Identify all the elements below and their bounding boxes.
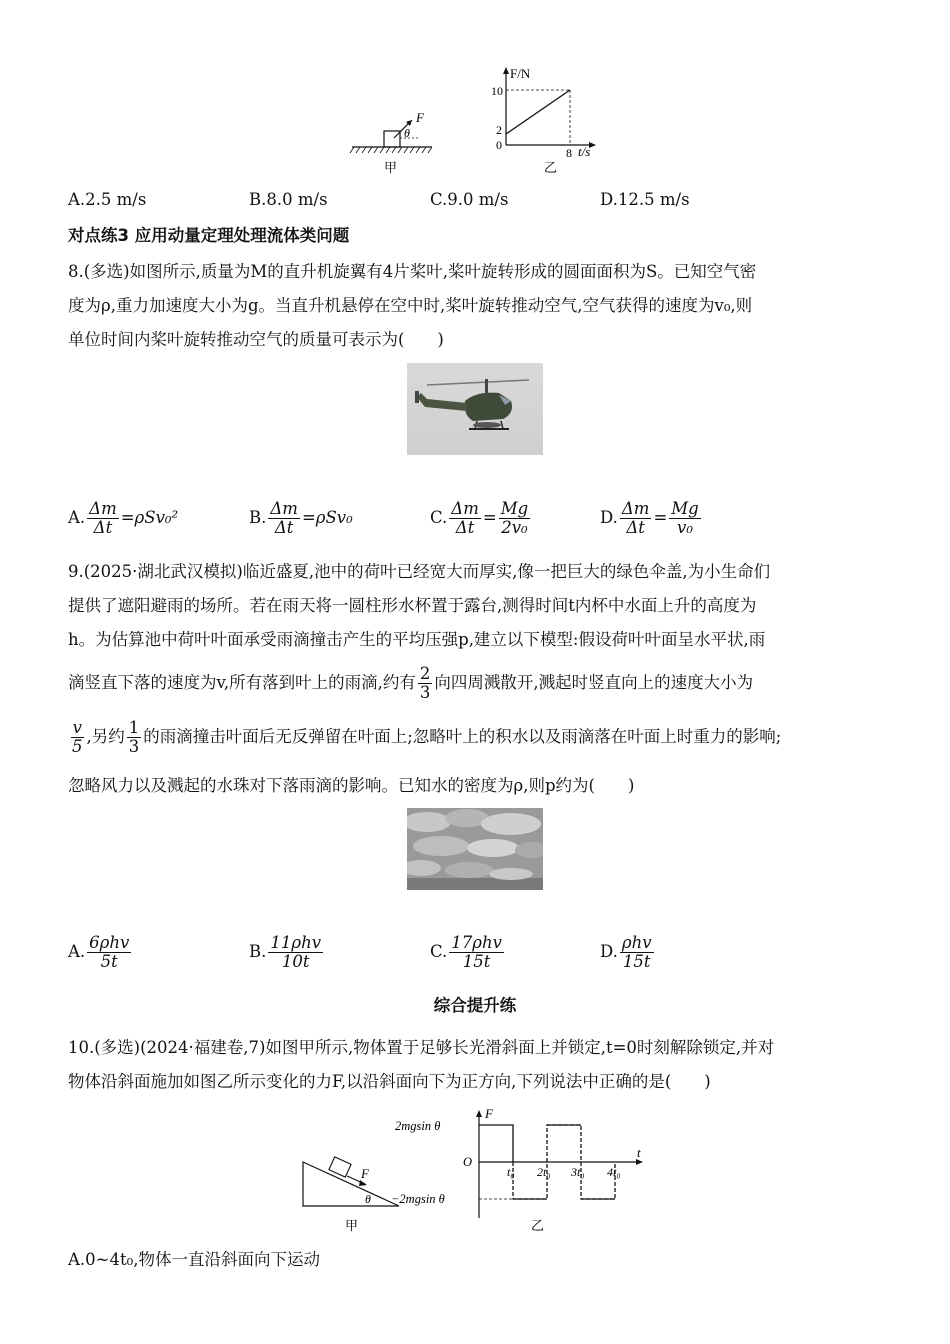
option-label: B. [249, 508, 267, 527]
q7-option-b[interactable] [249, 190, 328, 209]
fraction [449, 500, 481, 537]
option-rhs: =ρSv₀ [301, 508, 353, 527]
q7-jia-theta-label: θ [404, 126, 410, 140]
fraction-den: 3 [128, 737, 140, 756]
text-run: 向四周溅散开,溅起时竖直向上的速度大小为 [434, 673, 754, 692]
q8-option-d[interactable]: D. $\frac{\Delta m}{\Delta t}$ = $\frac{Mg}{\text{v₀}}$ [600, 499, 699, 537]
fraction [268, 934, 323, 971]
fraction-den: 3 [419, 683, 431, 702]
q7-option-a[interactable] [68, 190, 146, 209]
q9-stem-line-5 [68, 718, 781, 756]
q8-option-b[interactable] [249, 500, 353, 537]
q10-wave-seg-1 [479, 1125, 513, 1162]
q9-option-d[interactable] [600, 934, 656, 971]
q9-stem-line-6: 忽略风力以及溅起的水珠对下落雨滴的影响。已知水的密度为ρ,则p约为( ) [68, 776, 635, 795]
fraction-v-over-5 [70, 719, 85, 756]
q10-tick-3t0: 3t₀ [571, 1165, 585, 1179]
q7-option-d[interactable] [600, 190, 690, 209]
q10-option-a[interactable]: A.0~4t₀,物体一直沿斜面向下运动 [68, 1250, 320, 1269]
option-label: A. [68, 190, 86, 209]
fraction [449, 934, 504, 971]
q7-yi-caption: 乙 [544, 160, 558, 175]
option-label: D. [600, 190, 618, 209]
option-label: A. [68, 942, 86, 961]
option-label: D. [600, 942, 618, 961]
q10-jia-theta-label: θ [365, 1192, 371, 1206]
q7-ytick-2: 2 [496, 123, 502, 137]
option-label: D. [600, 508, 618, 527]
q7-fig-jia [350, 110, 432, 175]
q10-stem-line-1: 10.(多选)(2024·福建卷,7)如图甲所示,物体置于足够长光滑斜面上并锁定,t=0时刻解除锁定,并对 [68, 1038, 775, 1057]
option-text: 9.0 m/s [447, 190, 509, 209]
fraction-num: 1 [128, 718, 140, 737]
q7-jia-caption: 甲 [384, 160, 398, 175]
fraction [87, 500, 119, 537]
fraction-den: Δt [455, 518, 475, 537]
fraction-num: Δm [89, 499, 117, 518]
q9-option-a[interactable] [68, 934, 133, 971]
q8-stem-line-2: 度为ρ,重力加速度大小为g。当直升机悬停在空中时,桨叶旋转推动空气,空气获得的速度为v₀,则 [68, 296, 753, 315]
q10-origin-label: O [463, 1155, 473, 1169]
fraction [669, 500, 700, 537]
fraction-den: 15t [462, 952, 491, 971]
q9-option-b[interactable] [249, 934, 325, 971]
q7-x-axis-label: t/s [578, 144, 591, 159]
fraction-one-third [127, 719, 142, 756]
fraction-num: v [72, 718, 82, 737]
fraction-den: 5 [72, 737, 83, 756]
q7-fig-yi [491, 66, 596, 175]
option-text: 8.0 m/s [266, 190, 328, 209]
fraction-two-thirds [418, 665, 433, 702]
fraction-num: 17ρhv [451, 933, 502, 952]
q10-yi-caption: 乙 [531, 1218, 545, 1233]
q7-figures [340, 60, 630, 178]
option-label: A. [68, 508, 86, 527]
q7-ytick-10: 10 [491, 84, 503, 98]
fraction-den: Δt [274, 518, 294, 537]
q7-ytick-0: 0 [496, 138, 502, 152]
fraction-den: 15t [622, 952, 651, 971]
fraction-num: Mg [500, 499, 529, 518]
q8-option-a[interactable] [68, 500, 178, 537]
text-run: 滴竖直下落的速度为v,所有落到叶上的雨滴,约有 [68, 673, 416, 692]
option-rhs: =ρSv₀² [120, 508, 179, 527]
q9-option-c[interactable] [430, 934, 506, 971]
option-label: C. [430, 190, 448, 209]
q10-top-level-label: 2mgsin θ [395, 1119, 441, 1133]
fraction-den: 2v₀ [501, 518, 528, 537]
option-label: C. [430, 942, 448, 961]
q9-stem-line-2: 提供了遮阳避雨的场所。若在雨天将一圆柱形水杯置于露台,测得时间t内杯中水面上升的高度为 [68, 596, 757, 615]
option-label: C. [430, 508, 448, 527]
q10-tick-2t0: 2t₀ [537, 1165, 551, 1179]
fraction [499, 500, 530, 537]
q7-xtick-8: 8 [566, 146, 572, 160]
fraction-num: Δm [451, 499, 479, 518]
section-heading-comprehensive: 综合提升练 [433, 996, 517, 1015]
fraction-num: 11ρhv [270, 933, 322, 952]
fraction-num: 2 [419, 664, 431, 683]
q8-stem-line-3: 单位时间内桨叶旋转推动空气的质量可表示为( ) [68, 330, 444, 349]
q9-stem-line-4 [68, 664, 753, 702]
helicopter-photo [407, 363, 543, 455]
q7-series-line [506, 90, 570, 134]
text-run: 的雨滴撞击叶面后无反弹留在叶面上;忽略叶上的积水以及雨滴落在叶面上时重力的影响; [143, 727, 782, 746]
q7-jia-F-label: F [416, 110, 424, 125]
fraction-num: Mg [671, 499, 699, 518]
q10-jia-F-label: F [361, 1166, 369, 1181]
fraction-den: 10t [281, 952, 310, 971]
fraction-num: Δm [270, 499, 298, 518]
q10-wave-seg-dash2 [547, 1125, 581, 1162]
section-heading-3: 对点练3 应用动量定理处理流体类问题 [68, 226, 350, 245]
fraction [87, 934, 131, 971]
fraction-den: 5t [100, 952, 118, 971]
option-label: B. [249, 942, 267, 961]
text-run: ,另约 [86, 727, 125, 746]
fraction-den: v₀ [677, 518, 693, 537]
q10-fig-yi [391, 1106, 643, 1233]
option-text: 12.5 m/s [617, 190, 690, 209]
q10-x-axis-label: t [637, 1145, 641, 1160]
fraction-num: 6ρhv [89, 933, 130, 952]
fraction [620, 934, 654, 971]
fraction-num: Δm [621, 499, 650, 518]
fraction-den: Δt [93, 518, 113, 537]
q7-y-axis-label: F/N [510, 66, 531, 81]
q10-tick-t0: t₀ [507, 1165, 515, 1179]
q8-stem-line-1: 8.(多选)如图所示,质量为M的直升机旋翼有4片桨叶,桨叶旋转形成的圆面面积为S。已知空气密 [68, 262, 757, 281]
q7-option-c[interactable] [430, 190, 508, 209]
q10-figures [295, 1100, 655, 1236]
q10-fig-jia [303, 1157, 399, 1233]
option-text: 2.5 m/s [85, 190, 147, 209]
q10-y-axis-label: F [485, 1106, 493, 1121]
option-label: B. [249, 190, 267, 209]
fraction [268, 500, 300, 537]
q9-stem-line-1: 9.(2025·湖北武汉模拟)临近盛夏,池中的荷叶已经宽大而厚实,像一把巨大的绿色伞盖,为小生命们 [68, 562, 771, 581]
fraction [620, 500, 652, 537]
q9-stem-line-3: h。为估算池中荷叶叶面承受雨滴撞击产生的平均压强p,建立以下模型:假设荷叶叶面呈水平状,雨 [68, 630, 766, 649]
fraction-den: Δt [626, 518, 645, 537]
q10-jia-caption: 甲 [345, 1218, 359, 1233]
q8-option-c[interactable]: C. $\frac{\Delta m}{\Delta t}$ = $\frac{Mg}{\text{2v₀}}$ [430, 499, 529, 537]
q10-bottom-level-label: −2mgsin θ [391, 1192, 445, 1206]
lotus-pond-photo [407, 808, 543, 890]
q10-tick-4t0: 4t₀ [607, 1165, 621, 1179]
q10-stem-line-2: 物体沿斜面施加如图乙所示变化的力F,以沿斜面向下为正方向,下列说法中正确的是( ) [68, 1072, 711, 1091]
fraction-num: ρhv [621, 933, 652, 952]
